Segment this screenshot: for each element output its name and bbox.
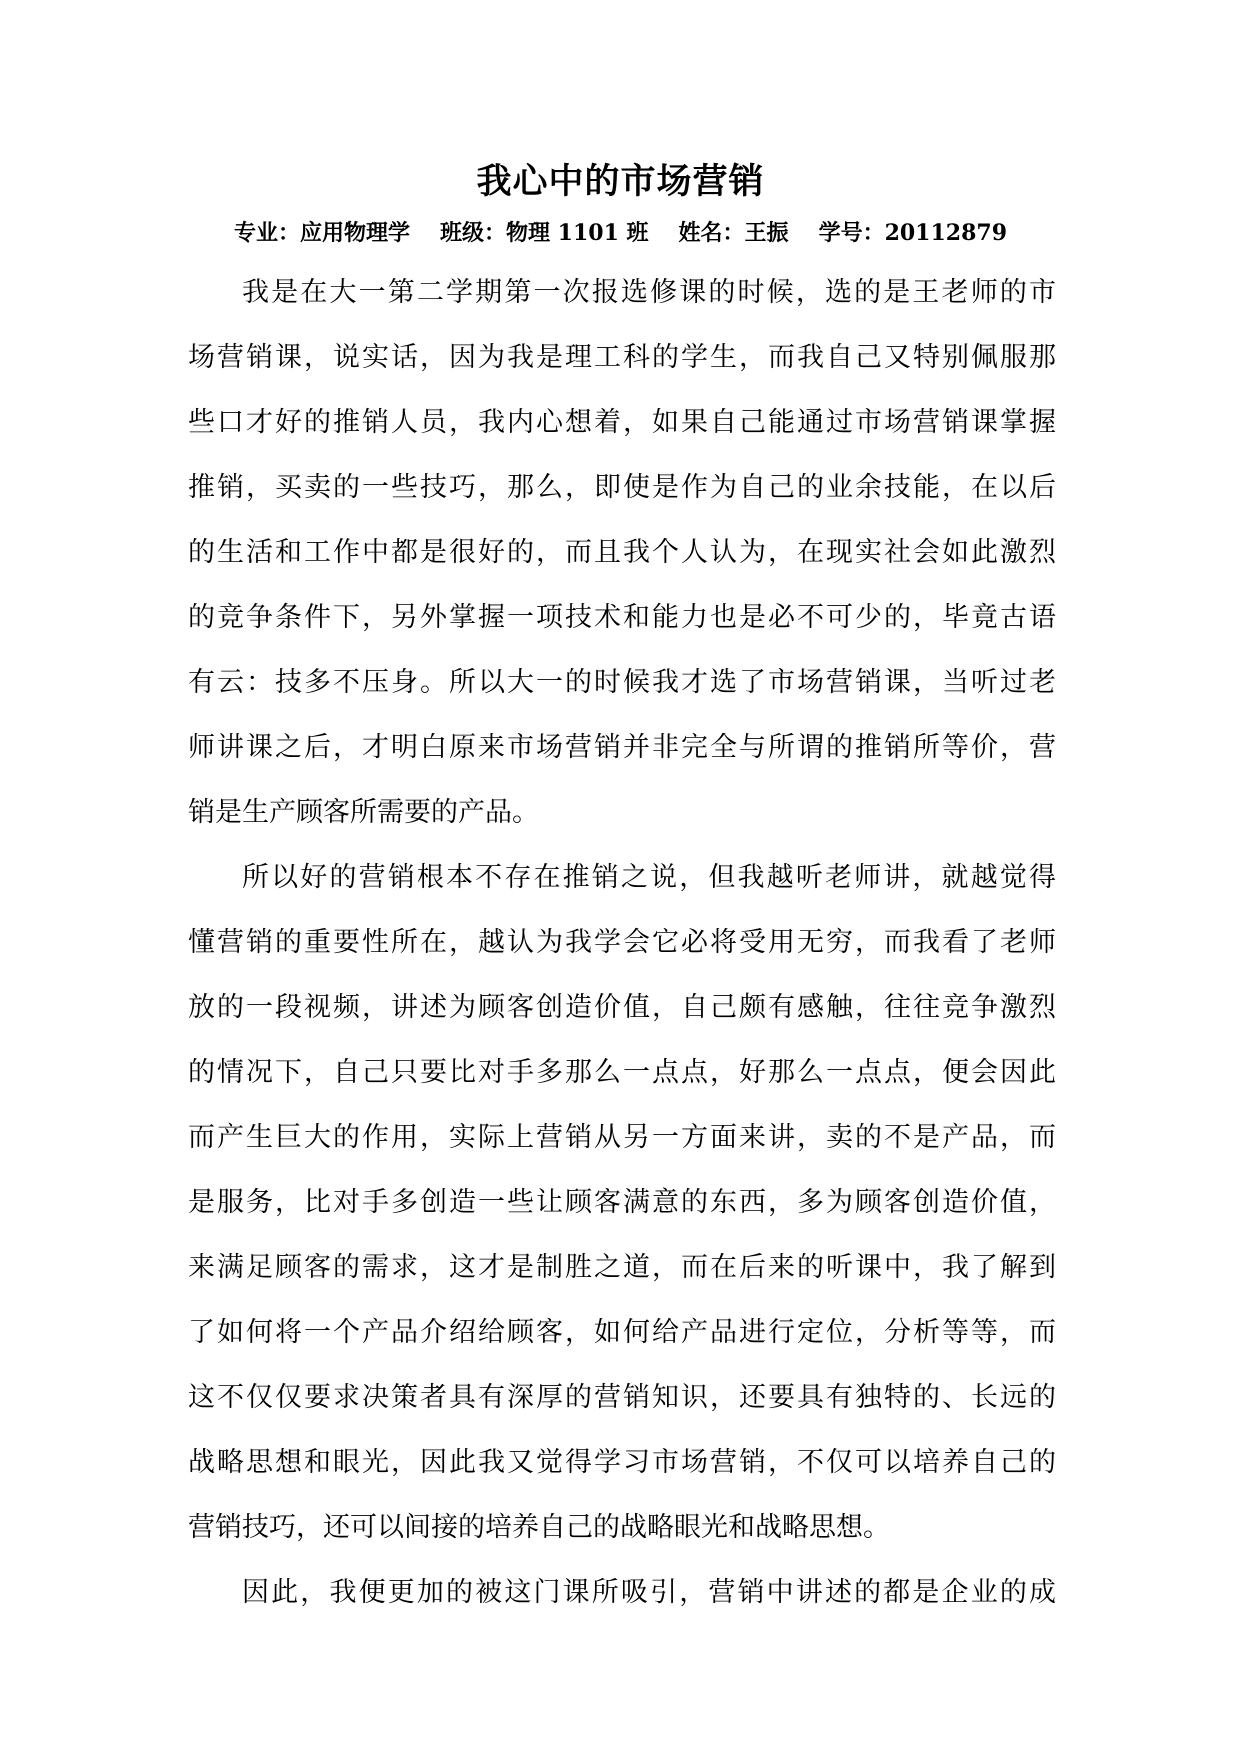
text-line: 来满足顾客的需求，这才是制胜之道，而在后来的听课中，我了解到 — [188, 1252, 1056, 1283]
text-line: 因此，我便更加的被这门课所吸引，营销中讲述的都是企业的成 — [242, 1577, 1056, 1608]
text-line: 放的一段视频，讲述为顾客创造价值，自己颇有感触，往往竞争激烈 — [188, 992, 1056, 1023]
text-line: 了如何将一个产品介绍给顾客，如何给产品进行定位，分析等等，而 — [188, 1317, 1056, 1348]
text-line: 我是在大一第二学期第一次报选修课的时候，选的是王老师的市 — [242, 277, 1056, 308]
paragraph-2 — [188, 845, 1056, 1560]
text-line: 师讲课之后，才明白原来市场营销并非完全与所谓的推销所等价，营 — [188, 732, 1056, 763]
text-line: 的情况下，自己只要比对手多那么一点点，好那么一点点，便会因此 — [188, 1057, 1056, 1088]
text-line: 所以好的营销根本不存在推销之说，但我越听老师讲，就越觉得 — [242, 862, 1056, 893]
text-line: 些口才好的推销人员，我内心想着，如果自己能通过市场营销课掌握 — [188, 407, 1056, 438]
text-line: 推销，买卖的一些技巧，那么，即使是作为自己的业余技能，在以后 — [188, 472, 1056, 503]
text-line: 有云：技多不压身。所以大一的时候我才选了市场营销课，当听过老 — [188, 667, 1056, 698]
text-line: 的竞争条件下，另外掌握一项技术和能力也是必不可少的，毕竟古语 — [188, 602, 1056, 633]
text-line: 懂营销的重要性所在，越认为我学会它必将受用无穷，而我看了老师 — [188, 927, 1056, 958]
text-line: 而产生巨大的作用，实际上营销从另一方面来讲，卖的不是产品，而 — [188, 1122, 1056, 1153]
text-line: 是服务，比对手多创造一些让顾客满意的东西，多为顾客创造价值， — [188, 1187, 1056, 1218]
author-info-line — [0, 218, 1241, 248]
class-label: 班级：物理 1101 班 — [439, 220, 649, 246]
text-line: 场营销课，说实话，因为我是理工科的学生，而我自己又特别佩服那 — [188, 342, 1056, 373]
text-line: 这不仅仅要求决策者具有深厚的营销知识，还要具有独特的、长远的 — [188, 1382, 1056, 1413]
text-line: 营销技巧，还可以间接的培养自己的战略眼光和战略思想。 — [188, 1512, 890, 1543]
document-body — [188, 260, 1056, 1625]
paragraph-1 — [188, 260, 1056, 845]
text-line: 销是生产顾客所需要的产品。 — [188, 797, 539, 828]
paragraph-3 — [188, 1560, 1056, 1625]
text-line: 战略思想和眼光，因此我又觉得学习市场营销，不仅可以培养自己的 — [188, 1447, 1056, 1478]
major-label: 专业：应用物理学 — [233, 220, 410, 246]
document-title: 我心中的市场营销 — [476, 161, 765, 202]
name-label: 姓名：王振 — [678, 220, 789, 246]
text-line: 的生活和工作中都是很好的，而且我个人认为，在现实社会如此激烈 — [188, 537, 1056, 568]
student-id-label: 学号：20112879 — [818, 220, 1008, 246]
